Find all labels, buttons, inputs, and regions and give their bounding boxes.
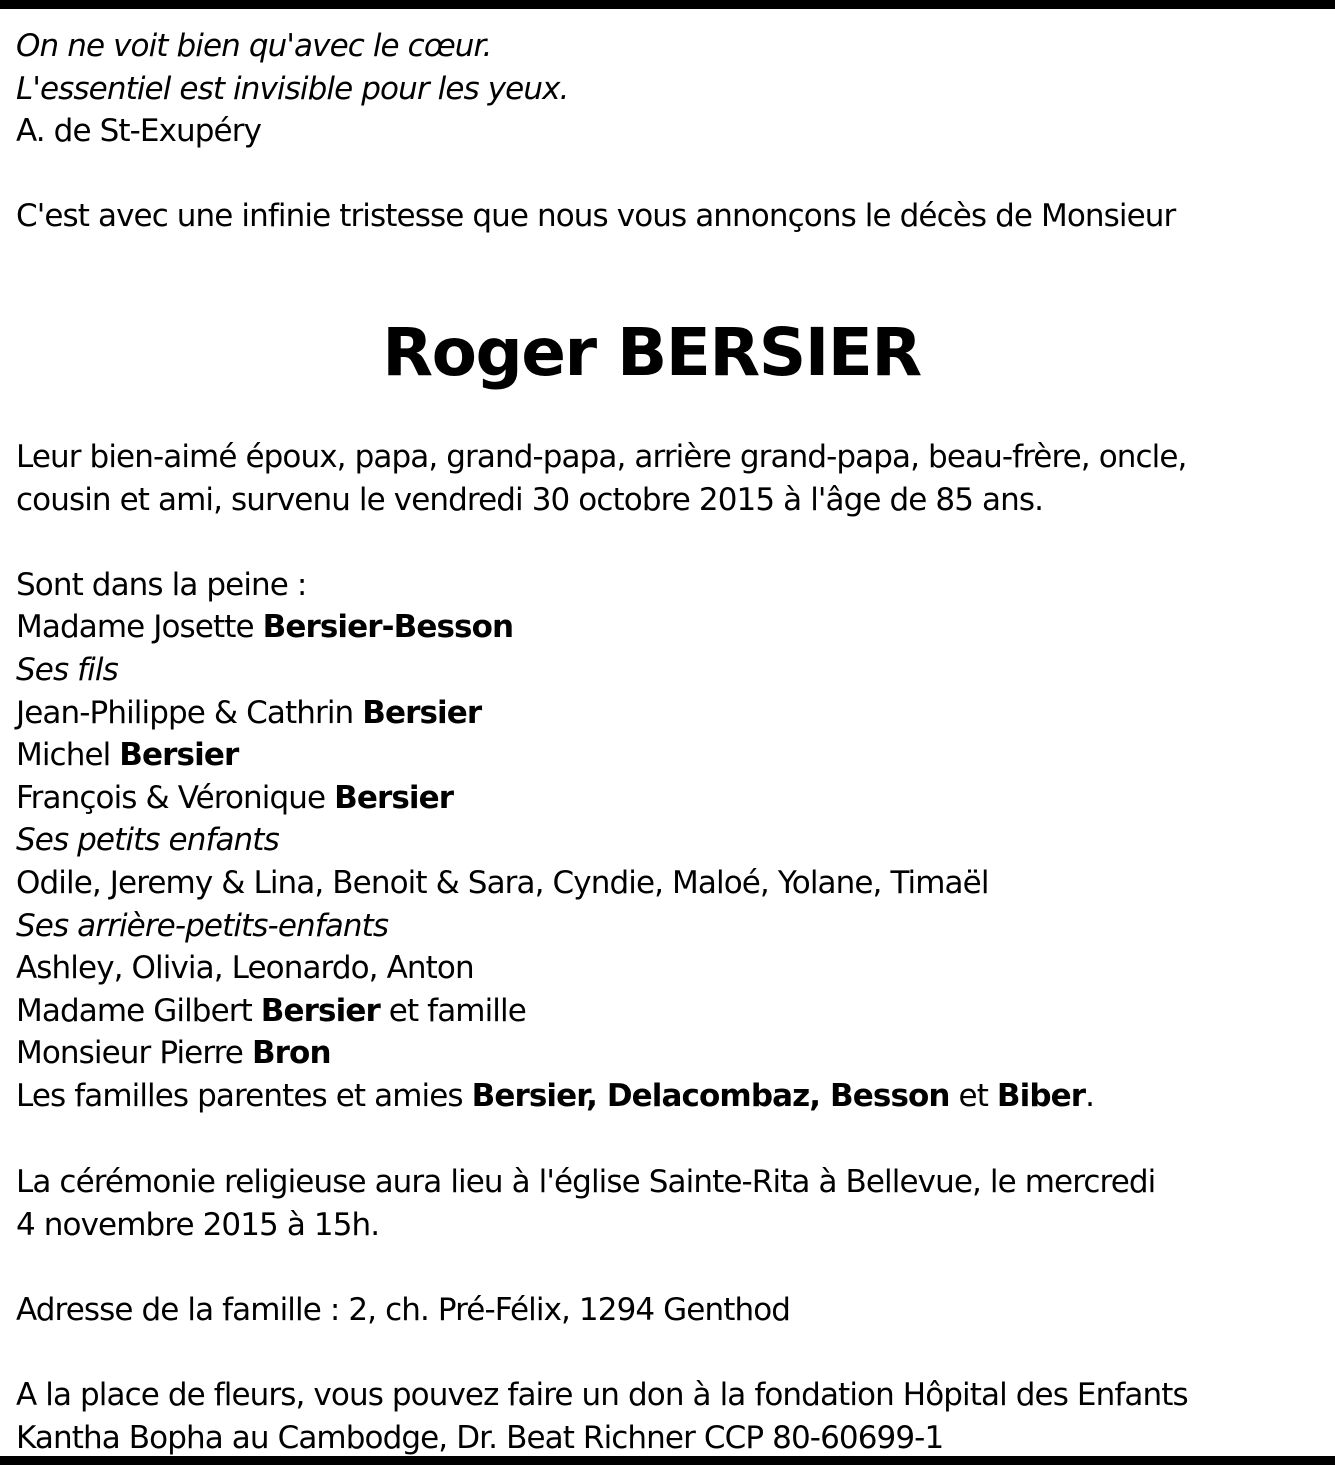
mourner-son-surname: Bersier — [362, 694, 482, 731]
mourner-families — [16, 1075, 1316, 1118]
mourner-son — [16, 777, 1316, 820]
great-grandchildren-heading: Ses arrière-petits-enfants — [16, 907, 389, 944]
mourner-wife — [16, 606, 1316, 649]
quote-author: A. de St-Exupéry — [16, 113, 262, 150]
grandchildren-list: Odile, Jeremy & Lina, Benoit & Sara, Cyndie, Maloé, Yolane, Timaël — [16, 864, 989, 901]
donation-line-1: A la place de fleurs, vous pouvez faire un don à la fondation Hôpital des Enfants — [16, 1377, 1188, 1414]
mourner-gilbert-surname: Bersier — [260, 992, 380, 1029]
mourner-wife-surname: Bersier-Besson — [262, 609, 514, 646]
bottom-border-rule — [0, 1456, 1335, 1465]
mourner-son-prefix: Jean-Philippe & Cathrin — [16, 694, 363, 731]
families-names: Bersier, Delacombaz, Besson — [471, 1077, 950, 1114]
mourner-gilbert-prefix: Madame Gilbert — [16, 992, 261, 1029]
top-border-rule — [0, 0, 1335, 9]
families-prefix: Les familles parentes et amies — [16, 1077, 472, 1114]
mourner-pierre-prefix: Monsieur Pierre — [16, 1035, 252, 1072]
mourner-son-prefix: François & Véronique — [16, 779, 335, 816]
description-line-1: Leur bien-aimé époux, papa, grand-papa, arrière grand-papa, beau-frère, oncle, — [16, 438, 1187, 475]
grandchildren-heading: Ses petits enfants — [16, 822, 279, 859]
mourner-son-prefix: Michel — [16, 737, 120, 774]
sons-heading: Ses fils — [16, 651, 118, 688]
description-line-2: cousin et ami, survenu le vendredi 30 octobre 2015 à l'âge de 85 ans. — [16, 481, 1044, 518]
mourner-son-surname: Bersier — [119, 737, 239, 774]
mourner-gilbert-suffix: et famille — [379, 992, 526, 1029]
great-grandchildren-list: Ashley, Olivia, Leonardo, Anton — [16, 950, 474, 987]
ceremony-line-1: La cérémonie religieuse aura lieu à l'église Sainte-Rita à Bellevue, le mercredi — [16, 1164, 1156, 1201]
mourner-pierre-surname: Bron — [251, 1035, 331, 1072]
mourner-gilbert — [16, 990, 1316, 1033]
mourners-intro: Sont dans la peine : — [16, 566, 307, 603]
mourner-wife-prefix: Madame Josette — [16, 609, 263, 646]
donation-line-2: Kantha Bopha au Cambodge, Dr. Beat Richner CCP 80-60699-1 — [16, 1420, 944, 1457]
mourner-pierre — [16, 1032, 1316, 1075]
family-address: Adresse de la famille : 2, ch. Pré-Félix, 1294 Genthod — [16, 1292, 791, 1329]
mourner-son — [16, 692, 1316, 735]
announcement-text: C'est avec une infinie tristesse que nous vous annonçons le décès de Monsieur — [16, 198, 1176, 235]
ceremony-line-2: 4 novembre 2015 à 15h. — [16, 1207, 380, 1244]
families-connector: et — [949, 1077, 997, 1114]
families-last-name: Biber — [996, 1077, 1086, 1114]
deceased-name: Roger BERSIER — [382, 313, 921, 391]
quote-line-1: On ne voit bien qu'avec le cœur. — [16, 28, 492, 64]
mourner-son-surname: Bersier — [334, 779, 454, 816]
obituary-notice — [16, 25, 1316, 1460]
quote-line-2: L'essentiel est invisible pour les yeux. — [16, 70, 569, 107]
mourner-son — [16, 734, 1316, 777]
families-end: . — [1085, 1077, 1095, 1114]
